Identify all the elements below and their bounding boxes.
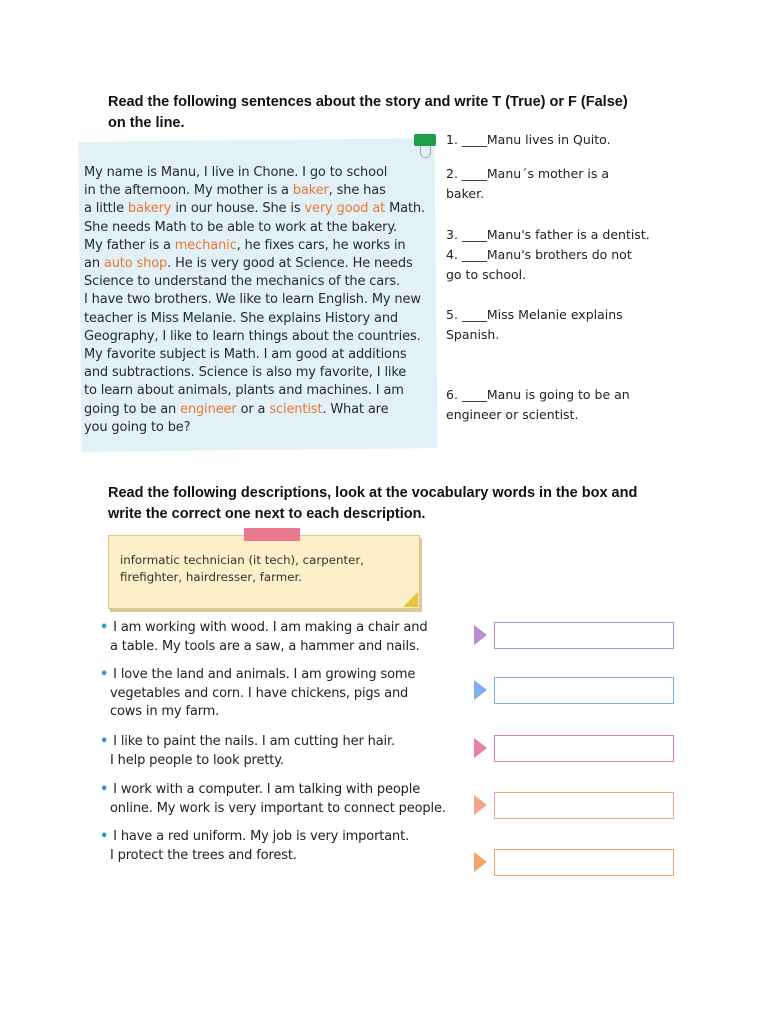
- description-1: [100, 619, 468, 656]
- description-line: [100, 781, 468, 800]
- question-line: engineer or scientist.: [446, 407, 579, 422]
- description-line: [100, 800, 468, 819]
- description-5: [100, 828, 468, 865]
- paper-clip-icon: [414, 134, 436, 146]
- story-line: [84, 237, 434, 255]
- question-line: go to school.: [446, 267, 527, 282]
- answer-box-4[interactable]: [494, 792, 674, 819]
- answer-box-1[interactable]: [494, 622, 674, 649]
- highlighted-word: bakery: [127, 201, 172, 217]
- description-line: [100, 752, 468, 771]
- story-segment: My name is Manu, I live in Chone. I go to school: [84, 165, 388, 180]
- story-segment: in our house. She is: [171, 201, 305, 217]
- highlighted-word: scientist: [269, 401, 323, 417]
- answer-box-3[interactable]: [494, 735, 674, 762]
- arrow-icon: [474, 625, 487, 645]
- question-line: 3. ____Manu's father is a dentist.: [446, 227, 650, 242]
- vocabulary-words: [120, 552, 410, 586]
- description-line: [100, 638, 468, 657]
- answer-box-2[interactable]: [494, 677, 674, 704]
- description-line: [100, 666, 468, 685]
- question-2: [446, 164, 746, 204]
- bullet-icon: •: [100, 829, 109, 844]
- description-text: I am working with wood. I am making a chair and: [113, 620, 428, 635]
- story-segment: Science to understand the mechanics of the cars.: [84, 274, 400, 290]
- arrow-icon: [474, 795, 487, 815]
- story-segment: . What are: [322, 401, 389, 417]
- description-text: online. My work is very important to connect people.: [110, 800, 446, 816]
- story-segment: in the afternoon. My mother is a: [84, 183, 293, 199]
- description-text: I protect the trees and forest.: [110, 847, 297, 863]
- story-segment: Math.: [385, 201, 425, 217]
- story-text: [84, 164, 434, 437]
- story-line: [84, 310, 434, 328]
- question-line: Spanish.: [446, 327, 500, 342]
- section2-heading-line2: write the correct one next to each description.: [108, 506, 426, 522]
- question-line: 1. ____Manu lives in Quito.: [446, 132, 611, 147]
- question-5: [446, 305, 746, 345]
- vocabulary-box-fold: [403, 592, 418, 607]
- description-text: I work with a computer. I am talking with people: [113, 782, 421, 797]
- question-line: 4. ____Manu's brothers do not: [446, 247, 632, 262]
- answer-box-5[interactable]: [494, 849, 674, 876]
- question-4: [446, 245, 746, 285]
- story-line: [84, 346, 434, 364]
- story-line: [84, 255, 434, 273]
- story-line: [84, 219, 434, 237]
- description-text: vegetables and corn. I have chickens, pigs and: [110, 685, 409, 701]
- story-segment: and subtractions. Science is also my favorite, I like: [84, 365, 407, 381]
- story-line: [84, 273, 434, 291]
- story-segment: My favorite subject is Math. I am good at additions: [84, 347, 407, 363]
- description-text: cows in my farm.: [110, 704, 220, 719]
- highlighted-word: engineer: [180, 401, 237, 417]
- description-2: [100, 666, 468, 722]
- highlighted-word: very good at: [304, 201, 386, 217]
- story-line: [84, 382, 434, 400]
- question-line: baker.: [446, 186, 485, 201]
- highlighted-word: mechanic: [174, 237, 237, 253]
- description-text: I have a red uniform. My job is very important.: [113, 829, 410, 844]
- story-segment: you going to be?: [84, 419, 191, 435]
- story-line: [84, 291, 434, 309]
- story-segment: . He is very good at Science. He needs: [167, 256, 413, 272]
- description-line: [100, 733, 468, 752]
- section2-heading: [108, 483, 748, 525]
- story-segment: , she has: [328, 183, 386, 199]
- description-text: I like to paint the nails. I am cutting her hair.: [113, 734, 395, 749]
- description-line: [100, 847, 468, 866]
- story-segment: or a: [236, 401, 270, 417]
- highlighted-word: baker: [292, 183, 329, 199]
- vocabulary-line1: informatic technician (it tech), carpenter,: [120, 553, 364, 567]
- bullet-icon: •: [100, 620, 109, 635]
- story-segment: I have two brothers. We like to learn English. My new: [84, 292, 421, 308]
- description-3: [100, 733, 468, 770]
- story-segment: going to be an: [84, 401, 181, 417]
- story-line: [84, 200, 434, 218]
- story-segment: a little: [84, 201, 128, 217]
- section1-heading-line2: on the line.: [108, 115, 185, 131]
- arrow-icon: [474, 852, 487, 872]
- description-text: I love the land and animals. I am growing some: [113, 667, 416, 682]
- bullet-icon: •: [100, 734, 109, 749]
- story-segment: to learn about animals, plants and machines. I am: [84, 383, 404, 399]
- story-line: [84, 182, 434, 200]
- description-line: [100, 685, 468, 704]
- story-segment: She needs Math to be able to work at the bakery.: [84, 219, 398, 235]
- question-line: 6. ____Manu is going to be an: [446, 387, 630, 402]
- story-line: [84, 419, 434, 437]
- arrow-icon: [474, 680, 487, 700]
- vocabulary-tape: [244, 528, 300, 541]
- description-line: [100, 703, 468, 722]
- description-line: [100, 828, 468, 847]
- bullet-icon: •: [100, 782, 109, 797]
- question-6: [446, 385, 746, 425]
- question-line: 2. ____Manu´s mother is a: [446, 166, 609, 181]
- question-line: 5. ____Miss Melanie explains: [446, 307, 623, 322]
- section1-heading-line1: Read the following sentences about the story and write T (True) or F (False): [108, 94, 628, 110]
- bullet-icon: •: [100, 667, 109, 682]
- paper-clip-ring-icon: [420, 146, 431, 158]
- story-line: [84, 328, 434, 346]
- story-line: [84, 401, 434, 419]
- description-4: [100, 781, 468, 818]
- highlighted-word: auto shop: [103, 256, 168, 272]
- story-line: [84, 164, 434, 182]
- description-text: a table. My tools are a saw, a hammer and nails.: [110, 638, 420, 654]
- story-segment: My father is a: [84, 237, 175, 253]
- section1-heading: [108, 92, 748, 134]
- story-segment: , he fixes cars, he works in: [236, 237, 406, 253]
- story-segment: an: [84, 256, 104, 272]
- story-segment: teacher is Miss Melanie. She explains History and: [84, 310, 399, 326]
- vocabulary-line2: firefighter, hairdresser, farmer.: [120, 570, 303, 584]
- arrow-icon: [474, 738, 487, 758]
- question-3: [446, 225, 746, 245]
- question-1: [446, 130, 746, 150]
- description-text: I help people to look pretty.: [110, 752, 284, 768]
- story-line: [84, 364, 434, 382]
- story-segment: Geography, I like to learn things about the countries.: [84, 328, 421, 344]
- section2-heading-line1: Read the following descriptions, look at the vocabulary words in the box and: [108, 485, 638, 501]
- description-line: [100, 619, 468, 638]
